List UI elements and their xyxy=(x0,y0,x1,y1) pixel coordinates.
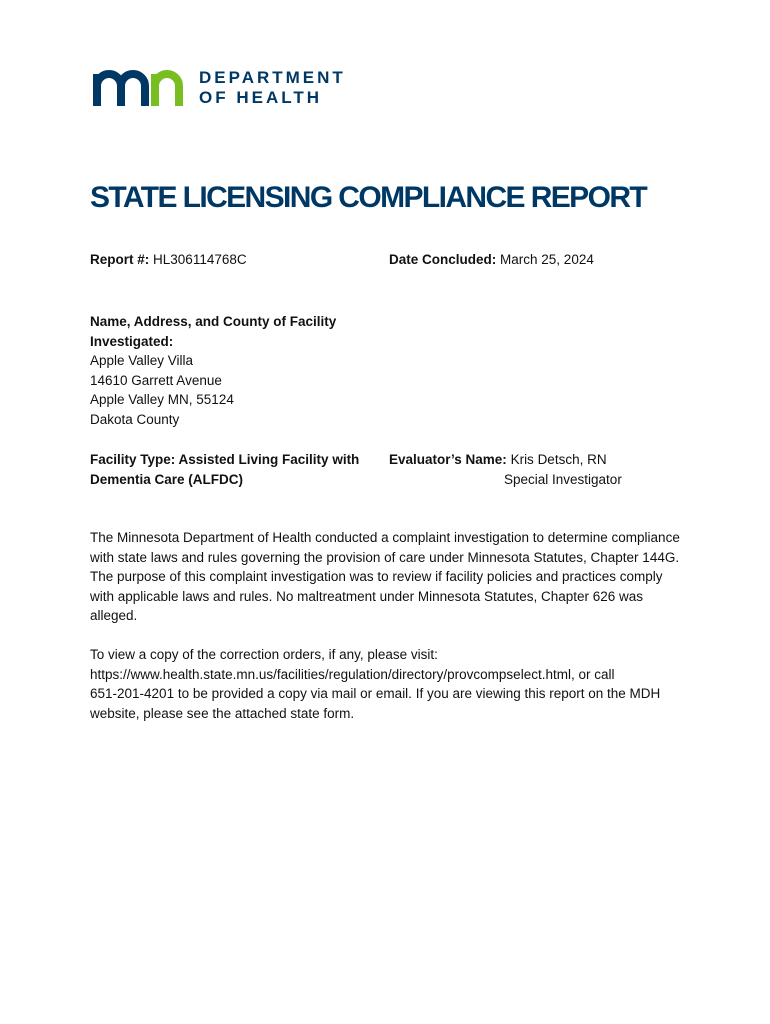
evaluator-name: Kris Detsch, RN xyxy=(510,452,607,467)
evaluator xyxy=(389,450,622,489)
report-title: STATE LICENSING COMPLIANCE REPORT xyxy=(90,181,647,214)
mdh-logo xyxy=(93,68,346,108)
correction-orders-rest: 651-201-4201 to be provided a copy via mail or email. If you are viewing this report on the MDH website, please see the attached state form. xyxy=(90,686,661,721)
intro-paragraph: The Minnesota Department of Health conducted a complaint investigation to determine compliance with state laws and rules governing the provision of care under Minnesota Statutes, Chapter 144G. The purpose of this complaint investigation was to review if facility policies and practices comply with applicable laws and rules. No maltreatment under Minnesota Statutes, Chapter 626 was alleged. xyxy=(90,530,680,623)
report-number-value: HL306114768C xyxy=(153,252,247,267)
facility-type-line-1: Facility Type: Assisted Living Facility with xyxy=(90,452,360,467)
facility-city: Apple Valley MN, 55124 xyxy=(90,392,234,407)
facility-type-line-2: Dementia Care (ALFDC) xyxy=(90,471,244,487)
correction-orders-url: https://www.health.state.mn.us/facilities/regulation/directory/provcompselect.html, or call xyxy=(90,666,615,682)
date-concluded-label: Date Concluded: xyxy=(389,252,497,267)
report-number xyxy=(90,250,247,270)
correction-orders-line-1: To view a copy of the correction orders, if any, please visit: xyxy=(90,647,438,662)
evaluator-title: Special Investigator xyxy=(504,471,622,487)
logo-line-1: DEPARTMENT xyxy=(199,68,346,87)
facility-label-line-1: Name, Address, and County of Facility xyxy=(90,314,337,329)
logo-line-2: OF HEALTH xyxy=(199,88,323,107)
date-concluded xyxy=(389,250,594,270)
evaluator-label: Evaluator’s Name: xyxy=(389,452,507,467)
correction-orders-paragraph xyxy=(90,645,690,723)
facility-name: Apple Valley Villa xyxy=(90,353,194,368)
facility-street: 14610 Garrett Avenue xyxy=(90,372,222,388)
date-concluded-value: March 25, 2024 xyxy=(500,252,594,267)
facility-label-line-2: Investigated: xyxy=(90,333,174,349)
logo-text xyxy=(199,68,346,108)
report-number-label: Report #: xyxy=(90,252,150,267)
facility-type xyxy=(90,450,359,489)
mn-logo-icon xyxy=(93,68,185,108)
facility-county: Dakota County xyxy=(90,411,180,427)
facility-block xyxy=(90,312,336,429)
